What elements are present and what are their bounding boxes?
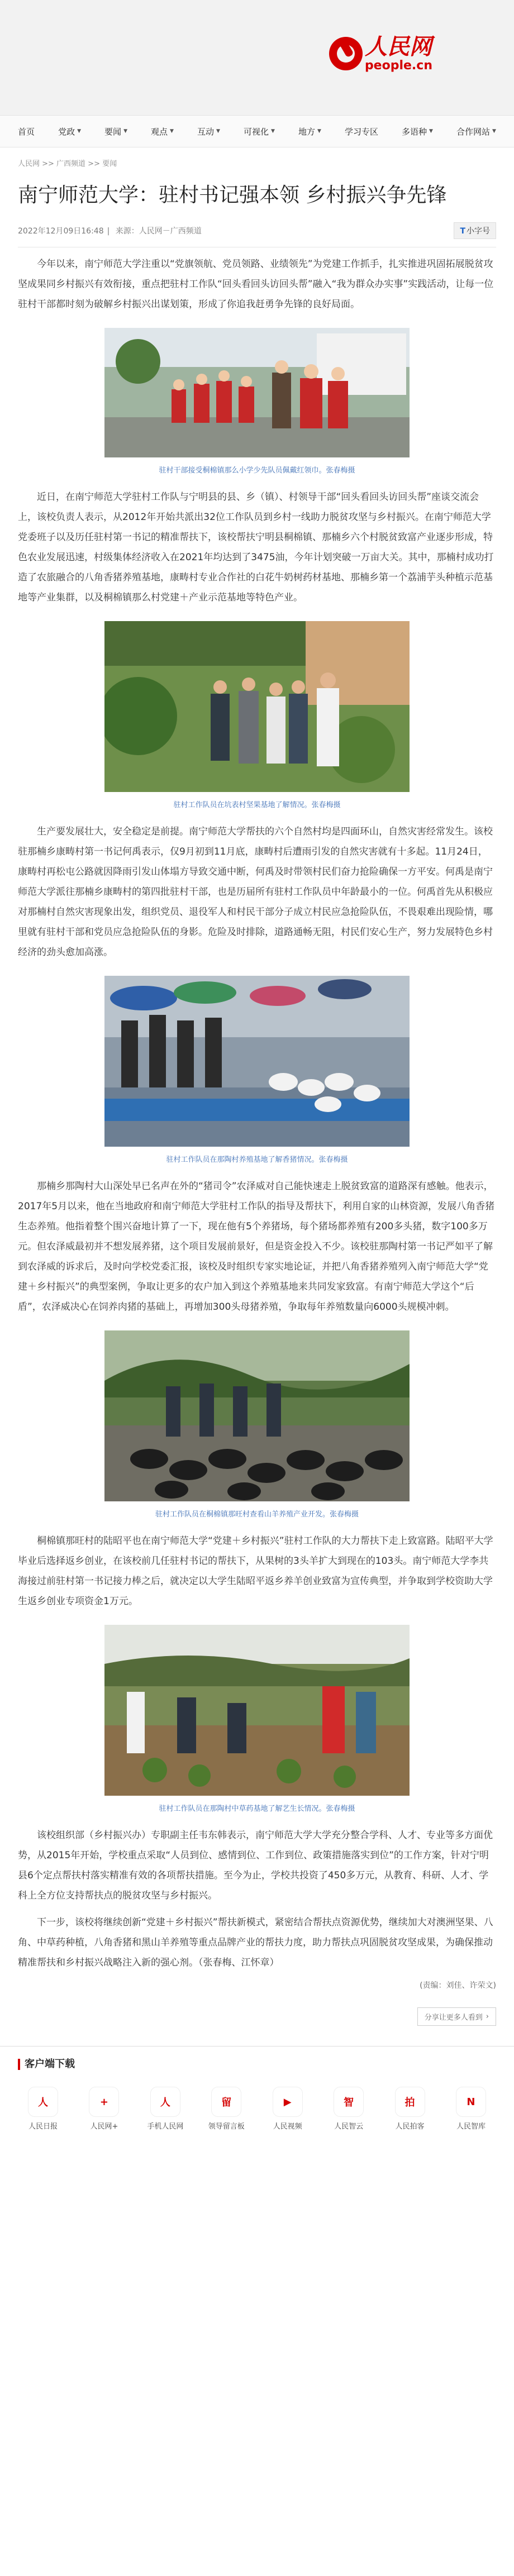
chevron-down-icon: ▼ [492, 128, 496, 134]
photo-caption: 驻村工作队员在那陶村中草药基地了解艺生长情况。张春梅摄 [159, 1805, 355, 1813]
chevron-right-icon: › [486, 2012, 489, 2021]
chevron-down-icon: ▼ [216, 128, 220, 134]
logo-name-cn: 人民网 [364, 34, 432, 60]
article [0, 181, 514, 2026]
article-paragraph: 下一步，该校将继续创新“党建＋乡村振兴”帮扶新模式，紧密结合帮扶点资源优势，继续加大对澳洲坚果、八角、中草药种植，八角香猪和黑山羊养殖等重点品牌产业的帮扶力度，助力帮扶点巩固脱贫攻坚成果，为确保推动精准帮扶和乡村振兴战略注入新的强心剂。（张春梅、江怀章） [18, 1917, 493, 1968]
nav-item-news[interactable]: 要闻 ▼ [104, 126, 127, 137]
camera-app-icon: 拍 [395, 2087, 425, 2117]
chevron-down-icon: ▼ [429, 128, 433, 134]
app-people-plus[interactable]: + 人民网+ [79, 2087, 129, 2131]
chevron-down-icon: ▼ [123, 128, 127, 134]
app-people-photo[interactable]: 拍 人民拍客 [385, 2087, 435, 2131]
nav-item-visual[interactable]: 可视化 ▼ [244, 126, 275, 137]
people-plus-app-icon: + [89, 2087, 119, 2117]
article-paragraph: 该校组织部（乡村振兴办）专职副主任韦东韩表示，南宁师范大学大学充分整合学科、人才、专业等多方面优势，从2015年开始，学校重点采取“人员到位、感情到位、工作到位、政策措施落实到位”的工作方案，针对宁明县6个定点帮扶村落实精准有效的各项帮扶措施。至今为止，学校共投资了450多万元，从教育、科研、人才、学科上全方位支持帮扶点的脱贫攻坚与乡村振兴。 [18, 1830, 493, 1901]
people-logo[interactable] [329, 35, 432, 73]
nav-item-opinion[interactable]: 观点 ▼ [151, 126, 174, 137]
photo-caption: 驻村工作队员在桐棉镇那旺村查看山羊养殖产业开发。张春梅摄 [155, 1510, 359, 1519]
app-list [18, 2087, 496, 2131]
client-download-section [0, 2046, 514, 2131]
photo-caption: 驻村干部接受桐棉镇那么小学少先队员佩戴红领巾。张春梅摄 [159, 466, 355, 475]
app-people-cloud[interactable]: 智 人民智云 [323, 2087, 374, 2131]
photo-caption: 驻村工作队员在坑表村坚果基地了解情况。张春梅摄 [173, 801, 341, 809]
article-paragraph: 今年以来，南宁师范大学注重以“党旗领航、党员领路、业绩领先”为党建工作抓手，扎实推进巩固拓展脱贫攻坚成果同乡村振兴有效衔接，重点把驻村工作队“回头看回头访回头帮”融入“我为群众办实事”实践活动，让每一位驻村干部都时刻为破解乡村振兴出谋划策，形成了你追我赶勇争先锋的良好局面。 [18, 259, 494, 310]
nav-item-interaction[interactable]: 互动 ▼ [197, 126, 220, 137]
article-photo [104, 976, 410, 1147]
think-tank-app-icon: N [456, 2087, 486, 2117]
app-mobile-people[interactable]: 人 手机人民网 [140, 2087, 191, 2131]
article-paragraph: 近日，在南宁师范大学驻村工作队与宁明县的县、乡（镇）、村领导干部“回头看回头访回头帮”座谈交流会上，该校负责人表示，从2012年开始共派出32位工作队员到乡村一线助力脱贫攻坚与乡村振兴。在南宁师范大学党委班子以及历任驻村第一书记的精准帮扶下，该校帮扶宁明县桐棉镇、那楠乡六个村脱贫致富产业逐步形成，特色农业发展迅速，村级集体经济收入在2021年均达到了3475油，今年计划突破一万亩大关。其中，那楠村成功打造了农旅融合的八角香猪养殖基地，康畴村专业合作社的白花牛奶树药材基地、那楠乡第一个荔浦芋头种植示范基地等产业集群，以及桐棉镇那么村党建＋产业示范基地等特色产业。 [18, 492, 494, 603]
article-paragraph: 那楠乡那陶村大山深处早已名声在外的“猪司令”农泽威对自己能快速走上脱贫致富的道路深有感触。他表示，2017年5月以来，他在当地政府和南宁师范大学驻村工作队的指导及帮扶下，利用自家的山林资源，发展八角香猪生态养殖。他指着整个围兴奋地计算了一下，现在他有5个养猪场，每个猪场都养殖有200多头猪，数字100多万元。但农泽威最初并不想发展养猪，这个项目发展前景好，但是资金投入不少。该校驻那陶村第一书记严如平了解到农泽威的诉求后，及时向学校党委汇报，该校及时组织专家实地论证，并把八角香猪养殖列入南宁师范大学“党建＋乡村振兴”的典型案例，争取让更多的农户加入到这个养殖基地来共同发家致富。有南宁师范大学这个“后盾”，农泽威决心在饲养肉猪的基础上，再增加300头母猪养殖，争取每年养殖数量向6000头规模冲刺。 [18, 1181, 495, 1313]
app-people-daily[interactable]: 人 人民日报 [18, 2087, 68, 2131]
text-size-icon: T [460, 227, 465, 236]
photo-caption: 驻村工作队员在那陶村养殖基地了解香猪情况。张春梅摄 [166, 1156, 348, 1164]
message-board-app-icon: 留 [211, 2087, 241, 2117]
article-photo [104, 1330, 410, 1501]
article-source: 来源：人民网－广西频道 [115, 227, 202, 236]
article-paragraph: 生产要发展壮大，安全稳定是前提。南宁师范大学帮扶的六个自然村均是四面环山，自然灾害经常发生。该校驻那楠乡康畴村第一书记何禹表示，仅9月初到11月底，康畴村后遭雨引发的自然灾害就有十多起。11月24日，康畴村再松屯公路就因降雨引发山体塌方导致交通中断，何禹及时带领村民们奋力抢险确保一方平安。何禹是南宁师范大学派往那楠乡康畴村的第四批驻村干部，也是历届所有驻村工作队员中年龄最小的一位。何禹首先从积极应对那楠村自然灾害现象出发，组织党员、退役军人和村民干部分子成立村民应急抢险队伍，不畏艰难出现险情，哪里就有驻村干部和党员应急抢险队伍的身影。危险及时排除，道路通畅无阻，村民们安心生产，努力发展特色乡村经济的劲头愈加高涨。 [18, 826, 493, 958]
logo-icon [329, 37, 363, 70]
video-play-icon: ▶ [273, 2087, 303, 2117]
site-header [0, 0, 514, 115]
nav-item-languages[interactable]: 多语种 ▼ [402, 126, 433, 137]
nav-item-party[interactable]: 党政 ▼ [58, 126, 81, 137]
app-people-video[interactable]: ▶ 人民视频 [263, 2087, 313, 2131]
app-message-board[interactable]: 留 领导留言板 [201, 2087, 251, 2131]
article-photo [104, 621, 410, 792]
editor-credit: (责编：刘佳、许荣文) [420, 1981, 496, 1990]
chevron-down-icon: ▼ [317, 128, 321, 134]
mobile-people-app-icon: 人 [150, 2087, 180, 2117]
main-nav [0, 115, 514, 147]
nav-item-partners[interactable]: 合作网站 ▼ [456, 126, 496, 137]
nav-item-local[interactable]: 地方 ▼ [298, 126, 321, 137]
cloud-app-icon: 智 [334, 2087, 364, 2117]
section-heading: 客户端下载 [18, 2059, 496, 2070]
people-daily-app-icon: 人 [28, 2087, 58, 2117]
app-people-think[interactable]: N 人民智库 [446, 2087, 496, 2131]
article-photo [104, 328, 410, 457]
article-meta: 2022年12月09日16:48 | 来源：人民网－广西频道 T 小字号 [18, 222, 496, 247]
article-title: 南宁师范大学：驻村书记强本领 乡村振兴争先锋 [18, 184, 447, 207]
share-button[interactable]: 分享让更多人看到 › [417, 2007, 496, 2026]
publish-date: 2022年12月09日16:48 [18, 227, 104, 236]
nav-item-study[interactable]: 学习专区 [344, 126, 378, 137]
font-size-toggle[interactable]: T 小字号 [454, 222, 496, 239]
logo-name-en: people.cn [364, 59, 432, 73]
chevron-down-icon: ▼ [77, 128, 81, 134]
article-photo [104, 1625, 410, 1796]
nav-item-home[interactable]: 首页 [18, 126, 35, 137]
chevron-down-icon: ▼ [271, 128, 275, 134]
article-paragraph: 桐棉镇那旺村的陆昭平也在南宁师范大学“党建＋乡村振兴”驻村工作队的大力帮扶下走上致富路。陆昭平大学毕业后选择返乡创业，在该校前几任驻村书记的帮扶下，从果树的3头羊扩大到现在的103头。南宁师范大学李共海接过前驻村第一书记接力棒之后，就决定以大学生陆昭平返乡养羊创业致富为宣传典型，并争取到学校资助大学生返乡创业专项资金1万元。 [18, 1535, 493, 1607]
chevron-down-icon: ▼ [170, 128, 174, 134]
breadcrumb[interactable]: 人民网 >> 广西频道 >> 要闻 [18, 160, 117, 168]
